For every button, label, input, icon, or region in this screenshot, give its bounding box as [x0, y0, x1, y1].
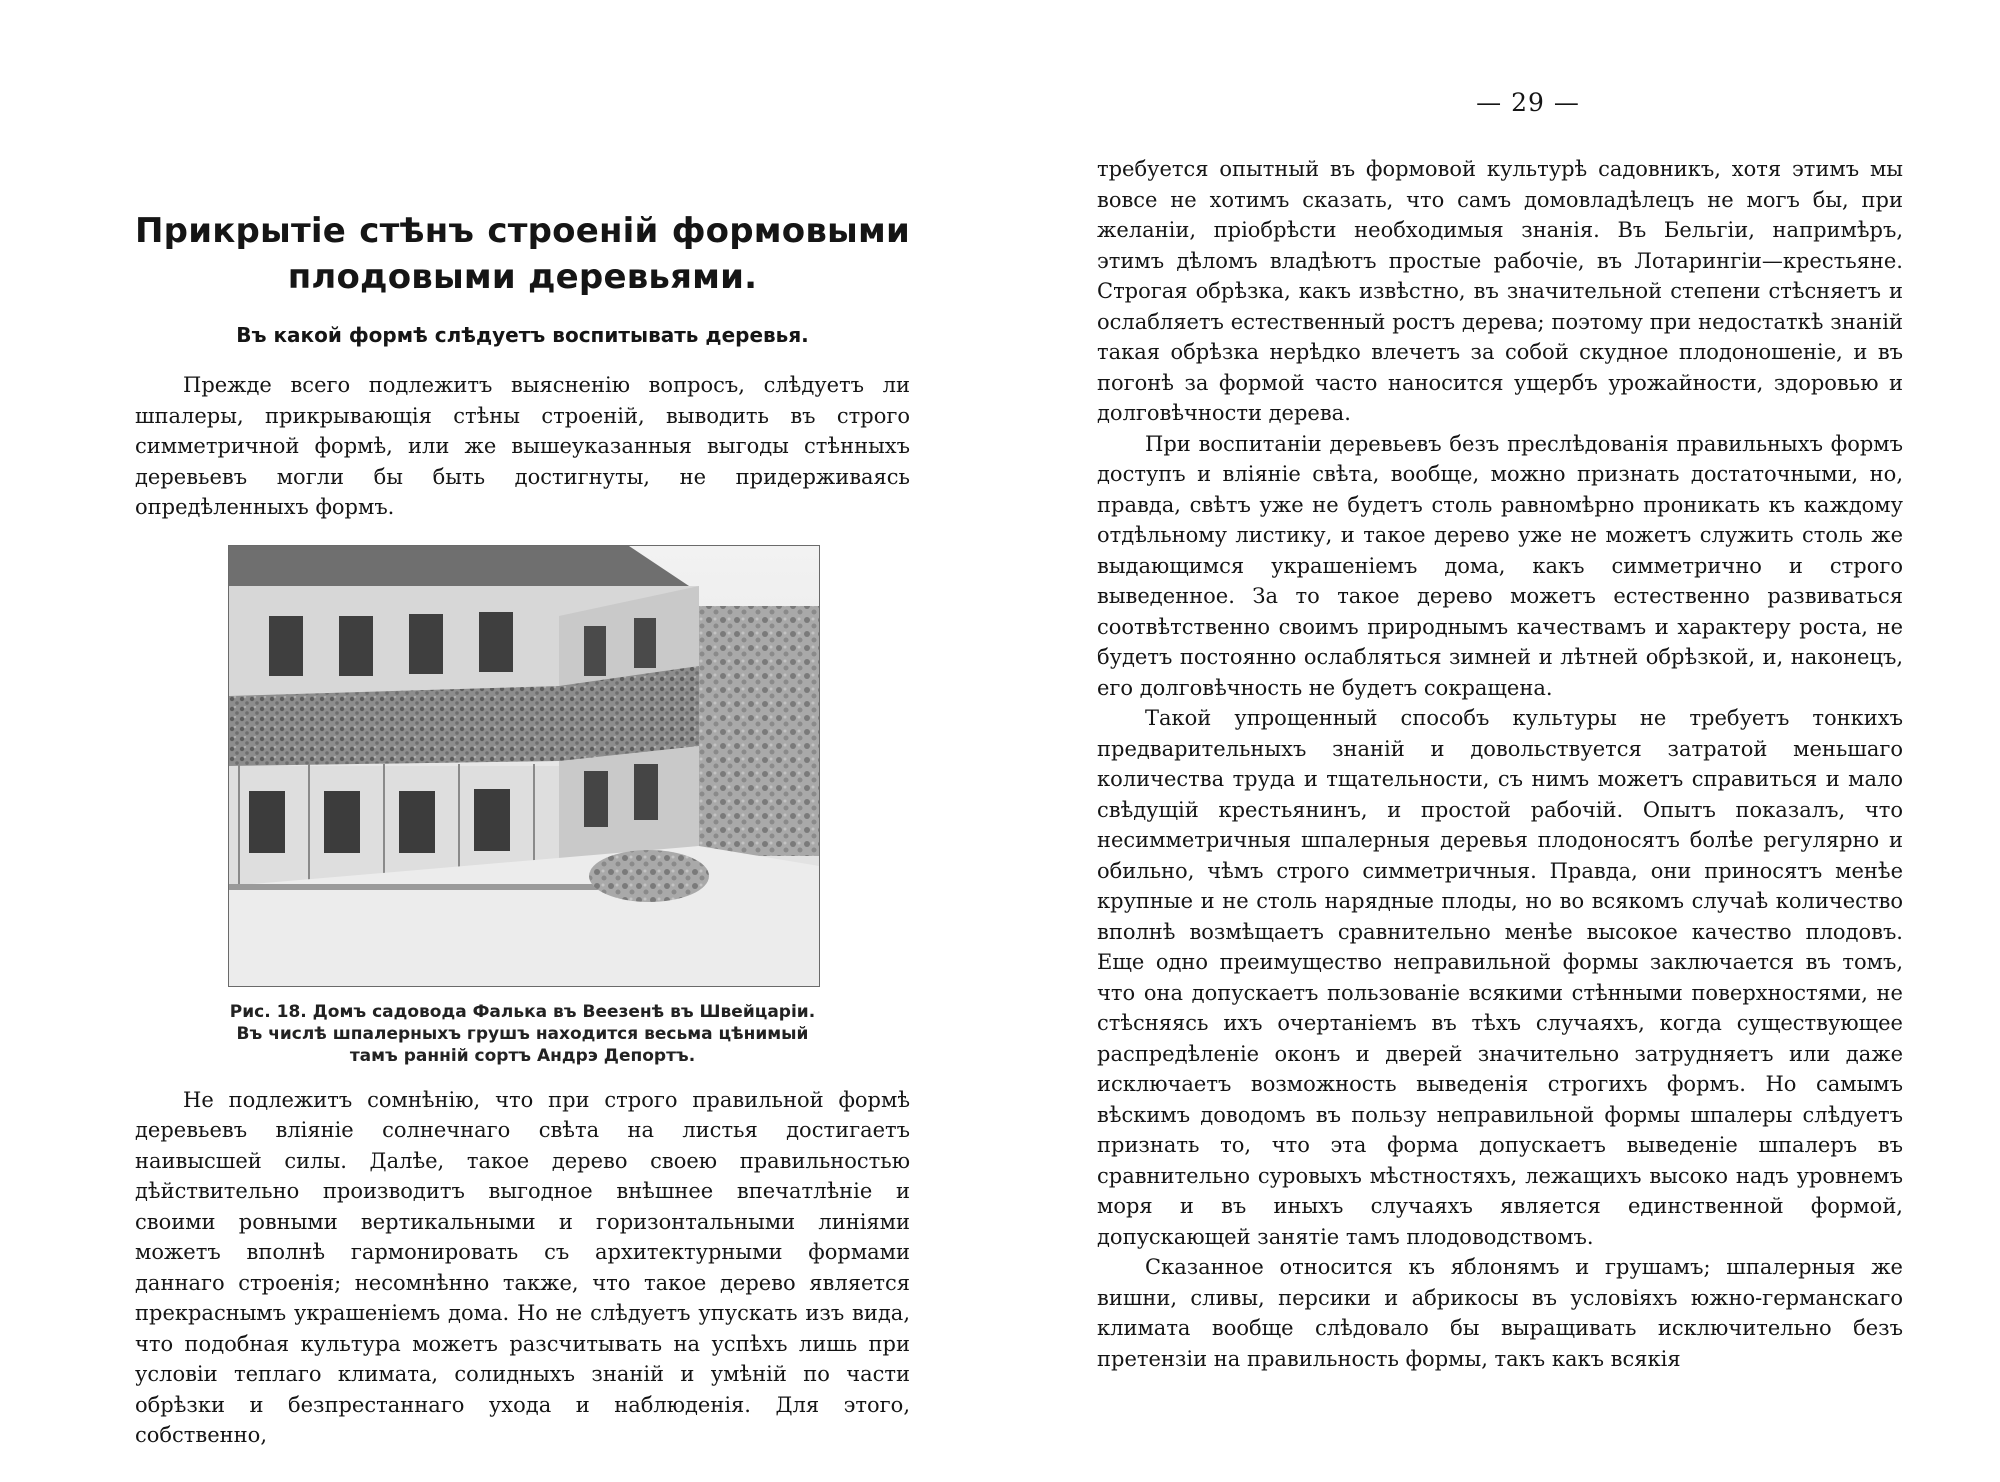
article-title: Прикрытіе стѣнъ строеній формовыми плодовыми деревьями. — [135, 211, 910, 297]
left-paragraph-1: Прежде всего подлежитъ выясненію вопросъ, слѣдуетъ ли шпалеры, прикрывающія стѣны строеній, выводить въ строго симметричной формѣ, или же вышеуказанныя выгоды стѣнныхъ деревьевъ могли бы быть достигнуты, не придерживаясь опредѣленныхъ формъ. — [135, 373, 910, 519]
left-page-content — [135, 208, 910, 1451]
section-heading: Въ какой формѣ слѣдуетъ воспитывать деревья. — [236, 323, 809, 347]
right-paragraph-2: При воспитаніи деревьевъ безъ преслѣдованія правильныхъ формъ доступъ и вліяніе свѣта, вообще, можно признать достаточными, но, правда, свѣтъ уже не будетъ столь равномѣрно проникать къ каждому отдѣльному листику, и такое дерево уже не можетъ служить столь же выдающимся украшеніемъ дома, какъ симметрично и строго выведенное. За то такое дерево можетъ естественно развиваться соотвѣтственно своимъ природнымъ качествамъ и характеру роста, не будетъ постоянно ослабляться зимней и лѣтней обрѣзкой, и, наконецъ, его долговѣчность не будетъ сокращена. — [1097, 431, 1903, 700]
caption-line-3: тамъ ранній сортъ Андрэ Депортъ. — [349, 1045, 696, 1066]
right-paragraph-3: Такой упрощенный способъ культуры не требуетъ тонкихъ предварительныхъ знаній и довольствуется затратой меньшаго количества труда и тщательности, съ нимъ можетъ справиться и мало свѣдущій крестьянинъ, и простой рабочій. Опытъ показалъ, что несимметричныя шпалерныя деревья плодоносятъ болѣе регулярно и обильно, чѣмъ строго симметричныя. Правда, они приносятъ менѣе крупные и не столь нарядные плоды, но во всякомъ случаѣ количество вполнѣ возмѣщаетъ сравнительно менѣе высокое качество плодовъ. Еще одно преимущество неправильной формы заключается въ томъ, что она допускаетъ пользованіе всякими стѣнными поверхностями, не стѣсняясь ихъ очертаніемъ въ тѣхъ случаяхъ, когда существующее распредѣленіе оконъ и дверей значительно затрудняетъ или даже исключаетъ возможность выведенія строгихъ формъ. Но самымъ вѣскимъ доводомъ въ пользу неправильной формы шпалеры слѣдуетъ признать то, что эта форма допускаетъ выведеніе шпалеръ въ сравнительно суровыхъ мѣстностяхъ, лежащихъ высоко надъ уровнемъ моря и въ иныхъ случаяхъ является единственной формой, допускающей занятіе тамъ плодоводствомъ. — [1097, 706, 1903, 1249]
page-number: — 29 — — [1476, 88, 1580, 117]
figure-caption — [228, 1001, 818, 1067]
house-photo — [228, 545, 820, 987]
right-paragraph-1: требуется опытный въ формовой культурѣ садовникъ, хотя этимъ мы вовсе не хотимъ сказать, что самъ домовладѣлецъ не могъ бы, при желаніи, пріобрѣсти необходимыя знанія. Въ Бельгіи, напримѣръ, этимъ дѣломъ владѣютъ простые рабочіе, въ Лотарингіи—крестьяне. Строгая обрѣзка, какъ извѣстно, въ значительной степени стѣсняетъ и ослабляетъ естественный ростъ дерева; поэтому при недостаткѣ знаній такая обрѣзка нерѣдко влечетъ за собой скудное плодоношеніе, и въ погонѣ за формой часто наносится ущербъ урожайности, здоровью и долговѣчности дерева. — [1097, 157, 1903, 425]
caption-line-2: Въ числѣ шпалерныхъ грушъ находится весьма цѣнимый — [236, 1023, 809, 1044]
right-page — [1000, 0, 2000, 1482]
figure-18 — [228, 545, 818, 1067]
right-paragraph-4: Сказанное относится къ яблонямъ и грушамъ; шпалерныя же вишни, сливы, персики и абрикосы въ условіяхъ южно-германскаго климата вообще слѣдовало бы выращивать исключительно безъ претензіи на правильность формы, такъ какъ всякія — [1097, 1255, 1903, 1371]
right-page-content — [1097, 154, 1903, 1374]
caption-line-1: Рис. 18. Домъ садовода Фалька въ Веезенѣ въ Швейцаріи. — [229, 1001, 816, 1022]
left-paragraph-2: Не подлежитъ сомнѣнію, что при строго правильной формѣ деревьевъ вліяніе солнечнаго свѣта на листья достигаетъ наивысшей силы. Далѣе, такое дерево своею правильностью дѣйствительно производитъ выгодное внѣшнее впечатлѣніе и своими ровными вертикальными и горизонтальными линіями можетъ вполнѣ гармонировать съ архитектурными формами даннаго строенія; несомнѣнно также, что такое дерево является прекраснымъ украшеніемъ дома. Но не слѣдуетъ упускать изъ вида, что подобная культура можетъ разсчитывать на успѣхъ лишь при условіи теплаго климата, солидныхъ знаній и умѣній по части обрѣзки и безпрестаннаго ухода и наблюденія. Для этого, собственно, — [135, 1087, 910, 1447]
